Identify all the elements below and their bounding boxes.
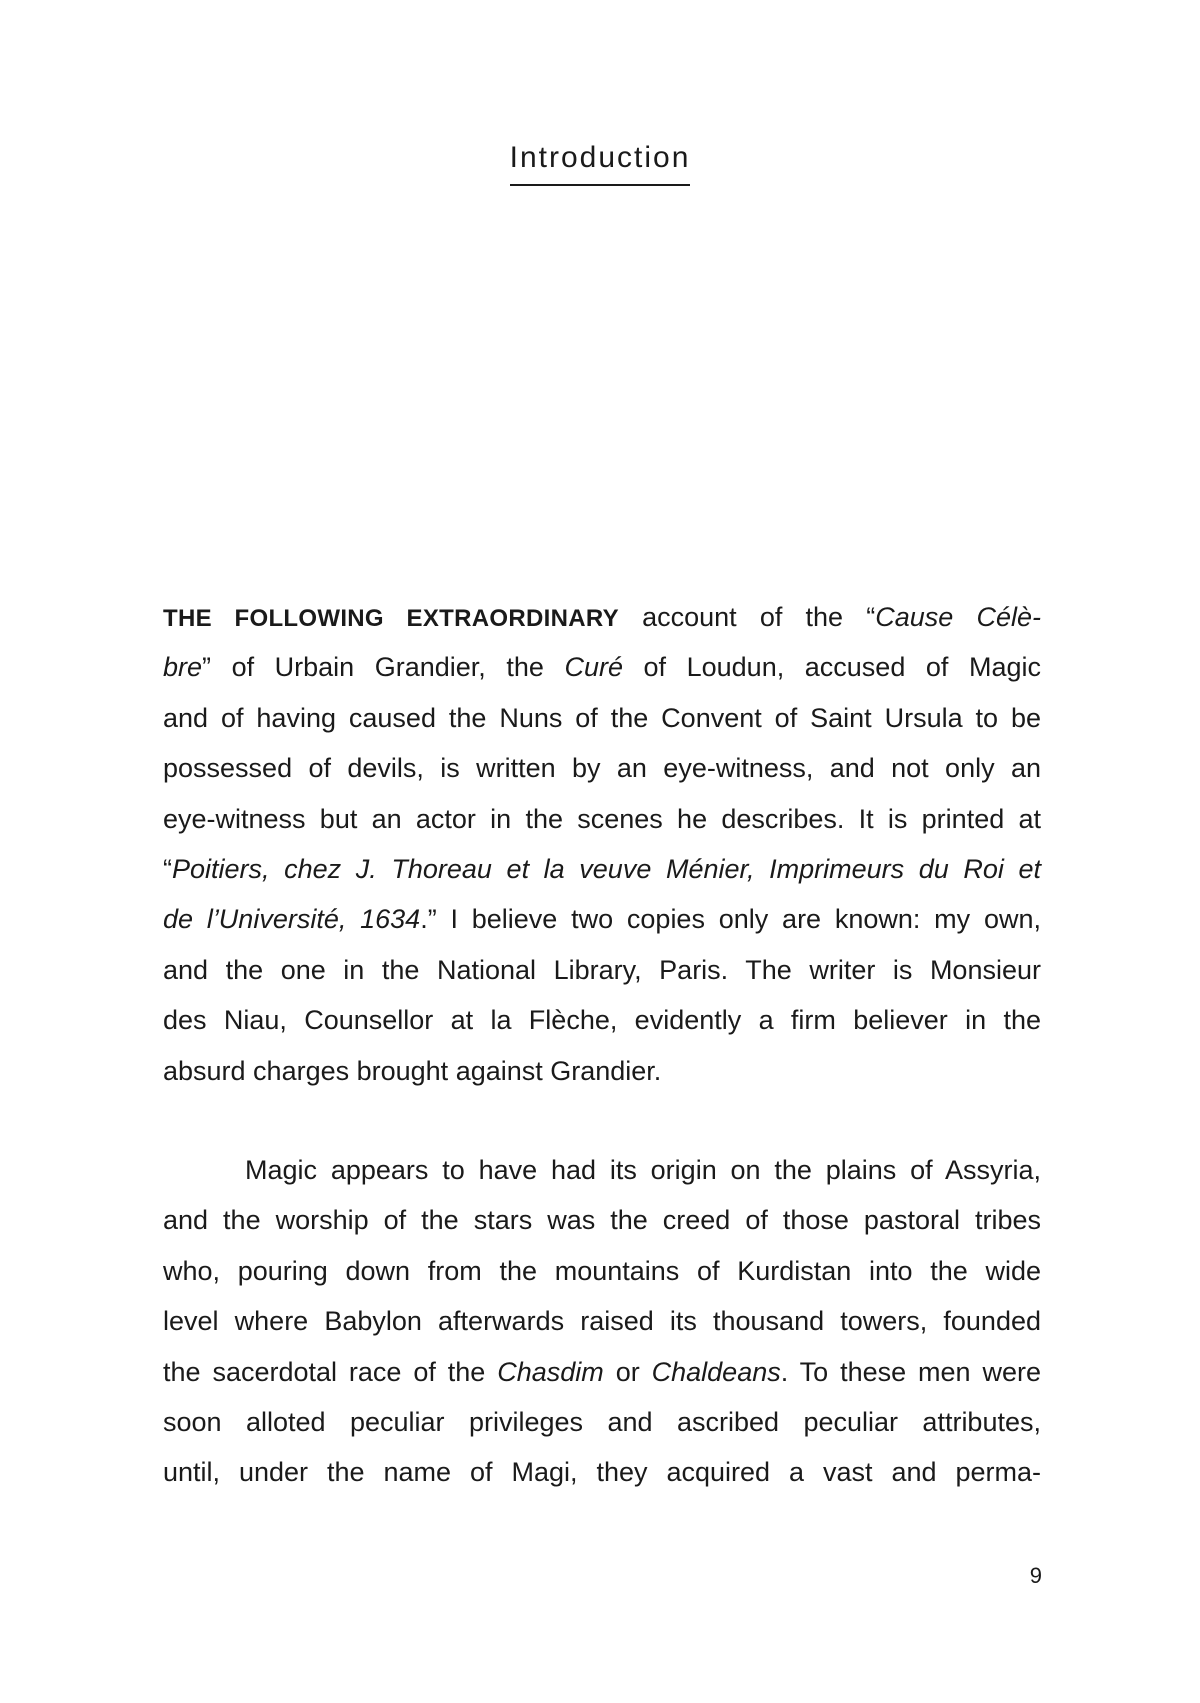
- text-line: “Poitiers, chez J. Thoreau et la veuve Ménier, Imprimeurs du Roi et: [163, 853, 1041, 884]
- small-caps-opening: THE FOLLOWING EXTRAORDINARY: [163, 605, 619, 632]
- text-line: soon alloted peculiar privileges and ascribed peculiar attributes,: [163, 1406, 1041, 1437]
- text-line: eye-witness but an actor in the scenes he describes. It is printed at: [163, 803, 1041, 834]
- text-line: who, pouring down from the mountains of Kurdistan into the wide: [163, 1255, 1041, 1286]
- text-line: bre” of Urbain Grandier, the Curé of Loudun, accused of Magic: [163, 652, 1041, 683]
- text-line: possessed of devils, is written by an eye-witness, and not only an: [163, 753, 1041, 784]
- text-line: de l’Université, 1634.” I believe two copies only are known: my own,: [163, 904, 1041, 935]
- text-line: THE FOLLOWING EXTRAORDINARY account of the “Cause Célè-: [163, 602, 1041, 632]
- text-line: Magic appears to have had its origin on the plains of Assyria,: [245, 1155, 1041, 1185]
- text-line: and the one in the National Library, Paris. The writer is Monsieur: [163, 954, 1041, 985]
- chapter-title: Introduction: [510, 140, 691, 186]
- chapter-heading: [0, 140, 1200, 186]
- text-line: and of having caused the Nuns of the Convent of Saint Ursula to be: [163, 702, 1041, 733]
- text-line: and the worship of the stars was the creed of those pastoral tribes: [163, 1205, 1041, 1236]
- text-line: the sacerdotal race of the Chasdim or Chaldeans. To these men were: [163, 1356, 1042, 1387]
- text-line: level where Babylon afterwards raised its thousand towers, founded: [163, 1306, 1041, 1337]
- text-line: des Niau, Counsellor at la Flèche, evidently a firm believer in the: [163, 1005, 1041, 1036]
- paragraph-2: [163, 1145, 1041, 1498]
- page-number: 9: [1029, 1563, 1042, 1588]
- text-line: until, under the name of Magi, they acquired a vast and perma-: [163, 1457, 1041, 1488]
- text-line: absurd charges brought against Grandier.: [163, 1055, 662, 1086]
- paragraph-1: [163, 592, 1041, 1096]
